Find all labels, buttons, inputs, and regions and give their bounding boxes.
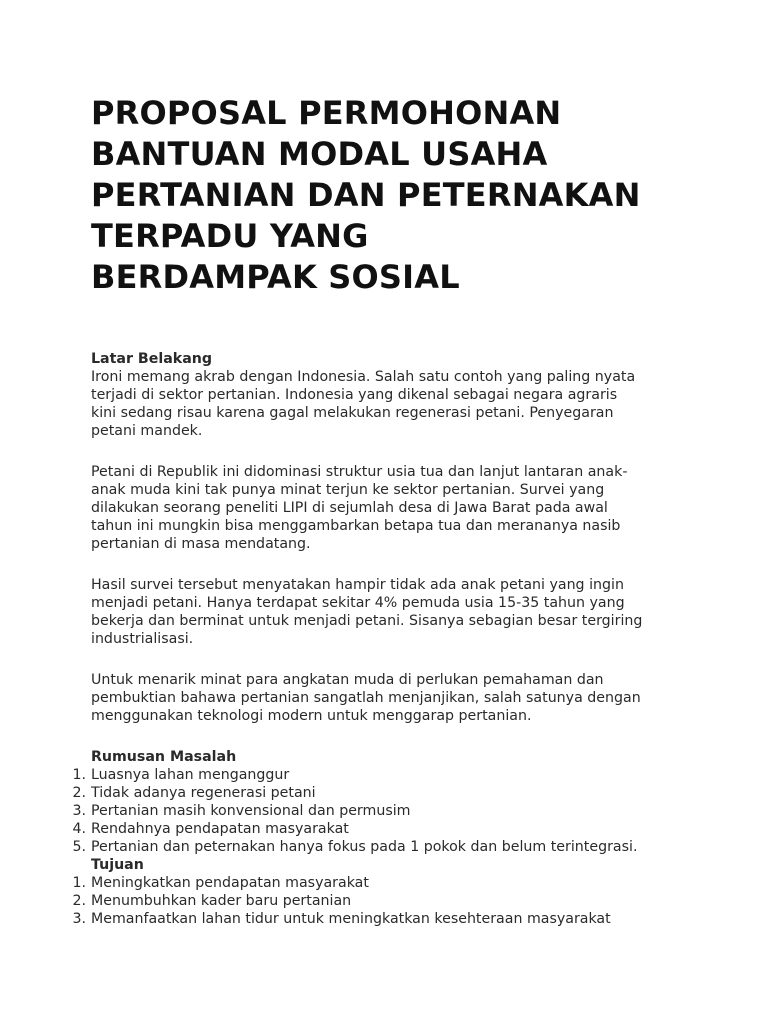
list-item-text: Tidak adanya regenerasi petani xyxy=(91,785,316,801)
list-item xyxy=(72,820,691,838)
list-item-number: 3. xyxy=(72,803,86,819)
paragraph-line: Hasil survei tersebut menyatakan hampir tidak ada anak petani yang ingin xyxy=(91,577,624,593)
section-heading-tujuan: Tujuan xyxy=(91,857,144,873)
paragraph-line: Petani di Republik ini didominasi struktur usia tua dan lanjut lantaran anak- xyxy=(91,464,628,480)
paragraph-line: anak muda kini tak punya minat terjun ke sektor pertanian. Survei yang xyxy=(91,482,605,498)
title-line: TERPADU YANG xyxy=(91,217,369,255)
list-item-number: 4. xyxy=(72,821,86,837)
section-heading-rumusan-masalah: Rumusan Masalah xyxy=(91,749,237,765)
paragraph-line: tahun ini mungkin bisa menggambarkan betapa tua dan merananya nasib xyxy=(91,518,621,534)
paragraph-line: industrialisasi. xyxy=(91,631,194,647)
list-item-number: 2. xyxy=(72,893,86,909)
paragraph-spacer xyxy=(91,725,691,748)
list-item-text: Menumbuhkan kader baru pertanian xyxy=(91,893,352,909)
paragraph-line: pembuktian bahawa pertanian sangatlah menjanjikan, salah satunya dengan xyxy=(91,690,641,706)
paragraph-line: bekerja dan berminat untuk menjadi petani. Sisanya sebagian besar tergiring xyxy=(91,613,643,629)
paragraph-spacer xyxy=(91,440,691,463)
paragraph-spacer xyxy=(91,553,691,576)
title-line: PROPOSAL PERMOHONAN xyxy=(91,94,562,132)
paragraph xyxy=(91,368,691,440)
list-item-number: 1. xyxy=(72,875,86,891)
document-page xyxy=(72,93,691,928)
paragraph-line: menggunakan teknologi modern untuk menggarap pertanian. xyxy=(91,708,532,724)
paragraph xyxy=(91,463,691,553)
list-item xyxy=(72,838,691,856)
title-line: BERDAMPAK SOSIAL xyxy=(91,258,460,296)
list-item xyxy=(72,874,691,892)
paragraph xyxy=(91,671,691,725)
list-item-number: 3. xyxy=(72,911,86,927)
section-latar-belakang xyxy=(72,350,691,928)
title-line: BANTUAN MODAL USAHA xyxy=(91,135,548,173)
list-item-text: Meningkatkan pendapatan masyarakat xyxy=(91,875,369,891)
list-item xyxy=(72,892,691,910)
rumusan-masalah-list xyxy=(72,766,691,856)
list-item xyxy=(72,766,691,784)
paragraph-line: Ironi memang akrab dengan Indonesia. Salah satu contoh yang paling nyata xyxy=(91,369,636,385)
list-item-number: 5. xyxy=(72,839,86,855)
list-item-text: Pertanian dan peternakan hanya fokus pada 1 pokok dan belum terintegrasi. xyxy=(91,839,638,855)
list-item xyxy=(72,910,691,928)
list-item xyxy=(72,802,691,820)
paragraph-line: kini sedang risau karena gagal melakukan regenerasi petani. Penyegaran xyxy=(91,405,614,421)
paragraph-line: pertanian di masa mendatang. xyxy=(91,536,311,552)
tujuan-list xyxy=(72,874,691,928)
list-item-text: Luasnya lahan menganggur xyxy=(91,767,290,783)
paragraph-line: Untuk menarik minat para angkatan muda di perlukan pemahaman dan xyxy=(91,672,604,688)
section-heading-latar-belakang: Latar Belakang xyxy=(91,351,213,367)
list-item-number: 2. xyxy=(72,785,86,801)
paragraph-spacer xyxy=(91,648,691,671)
list-item-text: Rendahnya pendapatan masyarakat xyxy=(91,821,349,837)
title-line: PERTANIAN DAN PETERNAKAN xyxy=(91,176,641,214)
paragraph-line: petani mandek. xyxy=(91,423,203,439)
paragraph xyxy=(91,576,691,648)
document-title xyxy=(91,93,691,298)
list-item-text: Memanfaatkan lahan tidur untuk meningkatkan kesehteraan masyarakat xyxy=(91,911,611,927)
paragraph-line: dilakukan seorang peneliti LIPI di sejumlah desa di Jawa Barat pada awal xyxy=(91,500,608,516)
list-item xyxy=(72,784,691,802)
paragraph-line: terjadi di sektor pertanian. Indonesia yang dikenal sebagai negara agraris xyxy=(91,387,618,403)
list-item-text: Pertanian masih konvensional dan permusim xyxy=(91,803,411,819)
list-item-number: 1. xyxy=(72,767,86,783)
paragraph-line: menjadi petani. Hanya terdapat sekitar 4% pemuda usia 15-35 tahun yang xyxy=(91,595,625,611)
